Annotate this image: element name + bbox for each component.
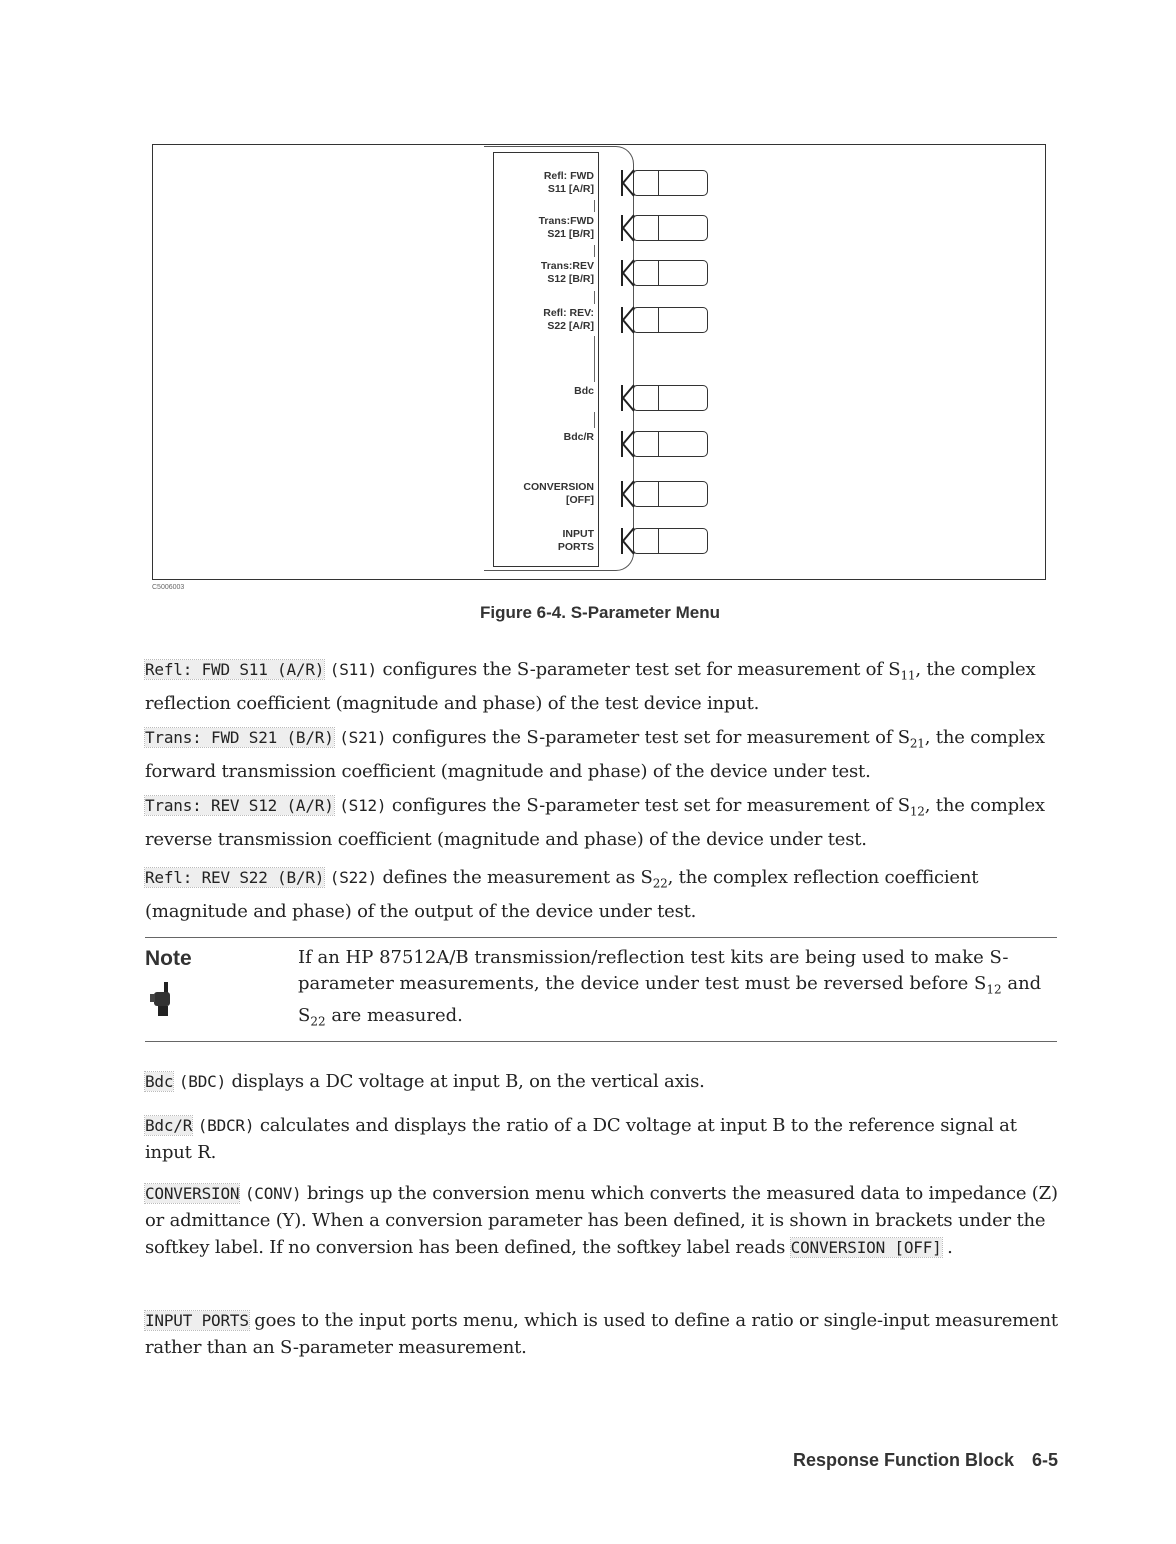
text: calculates and displays the ratio of a DC voltage at input B to the reference signal at input R.: [145, 1115, 1017, 1163]
softkey-label: [564, 431, 594, 444]
softkey-button[interactable]: [620, 168, 710, 198]
key-left: [633, 431, 658, 457]
code: (CONV): [244, 1184, 302, 1203]
note-bottom-rule: [145, 1041, 1057, 1042]
subscript: 22: [652, 876, 668, 891]
softkey-line2: Bdc/R: [563, 431, 594, 443]
code: (S21): [339, 728, 387, 747]
paragraph-s11: [145, 656, 1060, 717]
softkey-line2: PORTS: [557, 541, 594, 553]
softkey-label: [558, 528, 594, 554]
softkey-ref: Refl: REV S22 (B/R): [145, 868, 325, 887]
paragraph-s22: [145, 864, 1060, 925]
text: If an HP 87512A/B transmission/reflection test kits are being used to make S-parameter measurements, the device under test must be reversed before S: [298, 947, 1009, 994]
softkey-ref: Bdc/R: [145, 1116, 193, 1135]
softkey-label: [543, 307, 594, 333]
connector-line: [594, 245, 595, 257]
text: , the complex forward transmission coefficient (magnitude and phase) of the device under test.: [145, 727, 1045, 782]
subscript: 22: [310, 1014, 326, 1029]
text: configures the S-parameter test set for measurement of S: [376, 659, 901, 680]
paragraph-s12: [145, 792, 1060, 853]
connector-line: [594, 200, 595, 212]
softkey-button[interactable]: [620, 258, 710, 288]
key-left: [633, 260, 658, 286]
key-left: [633, 481, 658, 507]
softkey-ref: Trans: REV S12 (A/R): [145, 796, 334, 815]
softkey-ref: CONVERSION: [145, 1184, 240, 1203]
connector-line: [594, 412, 595, 428]
softkey-ref: Trans: FWD S21 (B/R): [145, 728, 334, 747]
key-left: [633, 385, 658, 411]
softkey-ref: Refl: FWD S11 (A/R): [145, 660, 325, 679]
paragraph-bdcr: [145, 1112, 1060, 1166]
text: and S: [298, 973, 1042, 1026]
figure-id: C5006003: [152, 584, 185, 591]
subscript: 12: [986, 982, 1002, 997]
softkey-button[interactable]: [620, 305, 710, 335]
softkey-ref: INPUT PORTS: [145, 1311, 249, 1330]
key-right: [658, 385, 708, 411]
note-text: [298, 945, 1058, 1034]
softkey-button[interactable]: [620, 383, 710, 413]
code: (S11): [329, 660, 377, 679]
softkey-line2: S11 [A/R]: [547, 183, 594, 195]
softkey-button[interactable]: [620, 526, 710, 556]
key-left: [633, 307, 658, 333]
text: are measured.: [325, 1004, 463, 1026]
softkey-line2: [OFF]: [566, 494, 594, 506]
text: goes to the input ports menu, which is used to define a ratio or single-input measurement rather than an S-parameter measurement.: [145, 1310, 1058, 1358]
code: (BDC): [178, 1072, 227, 1091]
softkey-line1: Trans:FWD: [538, 215, 594, 227]
text: configures the S-parameter test set for measurement of S: [386, 795, 910, 816]
key-right: [658, 260, 708, 286]
key-right: [658, 528, 708, 554]
paragraph-conversion: [145, 1180, 1060, 1261]
subscript: 21: [909, 736, 925, 751]
code: (S12): [339, 796, 387, 815]
softkey-label: [544, 170, 594, 196]
key-right: [658, 170, 708, 196]
key-right: [658, 431, 708, 457]
softkey-button[interactable]: [620, 479, 710, 509]
connector-line: [594, 336, 595, 382]
code: (S22): [329, 868, 377, 887]
softkey-label: [574, 385, 594, 398]
paragraph-bdc: [145, 1068, 1060, 1095]
softkey-line1: Refl: FWD: [543, 170, 594, 182]
paragraph-s21: [145, 724, 1060, 785]
text: , the complex reverse transmission coefficient (magnitude and phase) of the device under test.: [145, 795, 1045, 850]
figure-caption: Figure 6-4. S-Parameter Menu: [480, 603, 720, 622]
softkey-label: [523, 481, 594, 507]
softkey-line2: Bdc: [574, 385, 594, 397]
text: , the complex reflection coefficient (magnitude and phase) of the output of the device under test.: [145, 867, 979, 922]
softkey-line1: CONVERSION: [523, 481, 594, 493]
footer-title: Response Function Block: [792, 1450, 1014, 1470]
subscript: 12: [909, 804, 925, 819]
note-label: Note: [145, 947, 192, 970]
softkey-ref: CONVERSION [OFF]: [790, 1238, 942, 1257]
code: (BDCR): [197, 1116, 255, 1135]
text: brings up the conversion menu which converts the measured data to impedance (Z) or admittance (Y). When a conversion parameter has been defined, it is shown in brackets under the softkey label. If no conversion has been defined, the softkey label reads: [145, 1183, 1058, 1258]
key-right: [658, 481, 708, 507]
key-right: [658, 215, 708, 241]
text: defines the measurement as S: [376, 867, 653, 888]
softkey-ref: Bdc: [145, 1072, 174, 1091]
softkey-button[interactable]: [620, 429, 710, 459]
softkey-line1: INPUT: [562, 528, 594, 540]
key-left: [633, 215, 658, 241]
subscript: 11: [900, 668, 916, 683]
key-left: [633, 528, 658, 554]
key-left: [633, 170, 658, 196]
key-right: [658, 307, 708, 333]
note-top-rule: [145, 937, 1057, 938]
text: configures the S-parameter test set for measurement of S: [386, 727, 910, 748]
connector-line: [594, 291, 595, 304]
softkey-button[interactable]: [620, 213, 710, 243]
softkey-line1: Refl: REV:: [543, 307, 594, 319]
softkey-line2: S21 [B/R]: [547, 228, 594, 240]
text: displays a DC voltage at input B, on the vertical axis.: [226, 1071, 705, 1092]
page-footer: [793, 1450, 1058, 1471]
text: , the complex reflection coefficient (magnitude and phase) of the test device input.: [145, 659, 1036, 714]
softkey-line1: Trans:REV: [540, 260, 594, 272]
page-number: 6-5: [1031, 1450, 1058, 1470]
softkey-label: [541, 260, 594, 286]
pointing-hand-icon: [150, 982, 174, 1016]
text: .: [941, 1237, 953, 1258]
softkey-label: [539, 215, 594, 241]
softkey-line2: S12 [B/R]: [547, 273, 594, 285]
paragraph-input-ports: [145, 1307, 1060, 1361]
softkey-line2: S22 [A/R]: [547, 320, 594, 332]
